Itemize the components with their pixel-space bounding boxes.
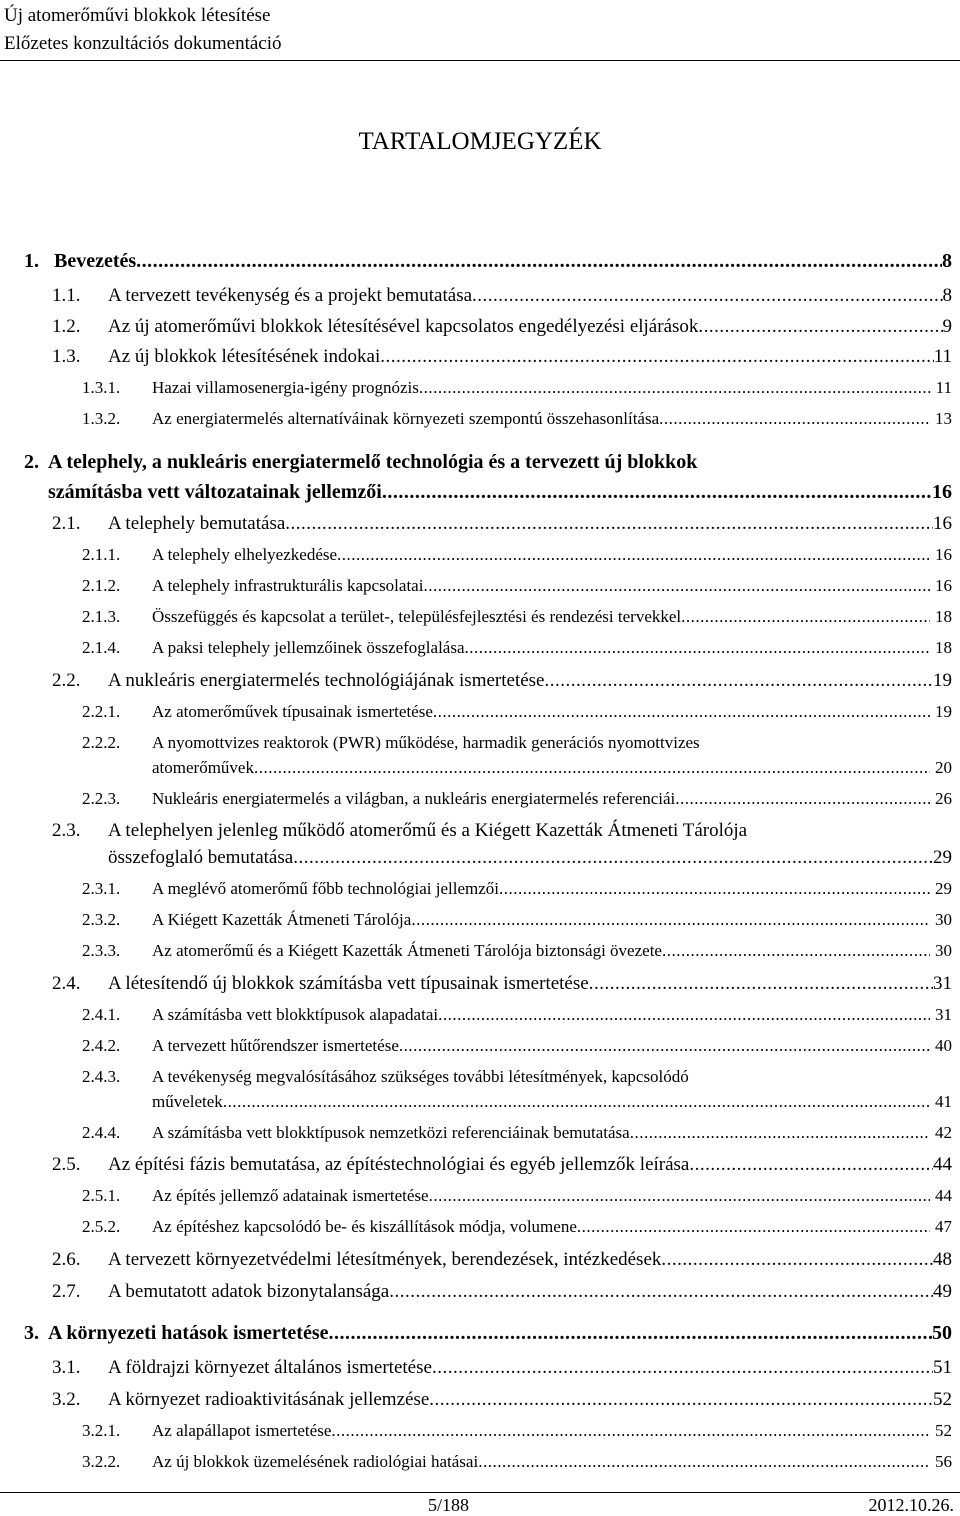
toc-entry-page: 40 [935, 1036, 952, 1055]
toc-entry-title: Az új blokkok üzemelésének radiológiai hatásai [152, 1452, 479, 1471]
toc-dot-leader [577, 1217, 930, 1237]
toc-dot-leader [589, 973, 933, 995]
toc-entry-number: 2.3.2. [82, 910, 121, 929]
toc-entry-title: A telephely bemutatása [108, 513, 286, 534]
toc-entry-page: 44 [935, 1186, 952, 1205]
toc-entry-number: 2.3. [52, 820, 81, 841]
toc-entry-title: A tevékenység megvalósításához szükséges további létesítmények, kapcsolódó [152, 1067, 689, 1086]
toc-dot-leader [382, 481, 932, 504]
toc-entry[interactable] [52, 1357, 952, 1379]
toc-entry-number: 2.5.2. [82, 1217, 121, 1236]
toc-title: TARTALOMJEGYZÉK [358, 128, 602, 155]
toc-entry-title: A meglévő atomerőmű főbb technológiai jellemzői [152, 879, 499, 898]
toc-entry-page: 42 [935, 1123, 952, 1142]
toc-dot-leader [423, 576, 930, 596]
toc-entry[interactable] [82, 1421, 952, 1441]
toc-dot-leader [478, 1452, 930, 1472]
toc-entry-number: 2.5. [52, 1154, 81, 1175]
toc-dot-leader [389, 1281, 933, 1303]
toc-entry-number: 2.4. [52, 973, 81, 994]
toc-entry-page: 51 [933, 1357, 952, 1378]
toc-entry-page: 30 [935, 910, 952, 929]
toc-entry-page: 18 [935, 638, 952, 657]
header-divider [0, 60, 960, 61]
toc-dot-leader [380, 346, 933, 368]
toc-entry-title-continued: összefoglaló bemutatása [108, 847, 294, 868]
toc-entry-number: 2.6. [52, 1249, 81, 1270]
toc-entry-title: Az építés jellemző adatainak ismertetése [152, 1186, 429, 1205]
toc-dot-leader [432, 1357, 933, 1379]
toc-entry[interactable] [82, 1123, 952, 1143]
toc-entry-page: 8 [942, 285, 952, 306]
toc-entry-page: 16 [933, 513, 952, 534]
toc-entry-page: 13 [935, 409, 952, 428]
toc-entry-page: 20 [935, 758, 952, 777]
toc-entry-title: A környezeti hatások ismertetése [48, 1322, 329, 1344]
toc-entry[interactable] [52, 973, 952, 995]
toc-entry-page: 19 [933, 670, 952, 691]
toc-entry-title: Bevezetés [54, 250, 137, 272]
toc-entry[interactable] [82, 378, 952, 398]
toc-entry-title: A földrajzi környezet általános ismertetése [108, 1357, 432, 1378]
toc-entry-title-continued: atomerőművek [152, 758, 254, 777]
toc-entry-title: Az alapállapot ismertetése [152, 1421, 332, 1440]
toc-entry-number: 1. [24, 250, 39, 272]
toc-entry-title: A telephelyen jelenleg működő atomerőmű és a Kiégett Kazetták Átmeneti Tárolója [108, 820, 748, 841]
toc-entry-title: A nukleáris energiatermelés technológiájának ismertetése [108, 670, 545, 691]
toc-dot-leader [630, 1123, 930, 1143]
toc-entry-line1[interactable] [24, 451, 697, 474]
toc-entry[interactable] [82, 638, 952, 658]
toc-entry[interactable] [82, 702, 952, 722]
toc-dot-leader [499, 879, 930, 899]
toc-entry-page: 19 [935, 702, 952, 721]
toc-entry-page: 11 [933, 346, 952, 367]
toc-entry-title: A nyomottvizes reaktorok (PWR) működése, harmadik generációs nyomottvizes [152, 733, 700, 752]
toc-entry-title: A számításba vett blokktípusok nemzetközi referenciáinak bemutatása [152, 1123, 630, 1142]
toc-entry[interactable] [82, 576, 952, 596]
toc-entry-number: 2.5.1. [82, 1186, 121, 1205]
toc-entry-title: A bemutatott adatok bizonytalansága [108, 1281, 390, 1302]
toc-entry[interactable] [152, 758, 952, 778]
toc-entry[interactable] [82, 545, 952, 565]
toc-entry-title: A számításba vett blokktípusok alapadatai [152, 1005, 439, 1024]
toc-entry-page: 29 [933, 847, 952, 868]
toc-entry-page: 52 [933, 1389, 952, 1410]
toc-dot-leader [472, 285, 942, 307]
toc-dot-leader [293, 847, 933, 869]
toc-entry[interactable] [24, 1322, 952, 1345]
toc-dot-leader [438, 1005, 930, 1025]
toc-entry-number: 2.4.1. [82, 1005, 121, 1024]
toc-entry[interactable] [82, 910, 952, 930]
toc-entry[interactable] [82, 941, 952, 961]
toc-entry-page: 49 [933, 1281, 952, 1302]
toc-entry-number: 2.4.4. [82, 1123, 121, 1142]
toc-entry-title: A Kiégett Kazetták Átmeneti Tárolója [152, 910, 412, 929]
toc-entry-title: A telephely infrastrukturális kapcsolatai [152, 576, 424, 595]
toc-entry-title: Az új atomerőművi blokkok létesítésével kapcsolatos engedélyezési eljárások [108, 316, 699, 337]
toc-entry-title: Az energiatermelés alternatíváinak környezeti szempontú összehasonlítása [152, 409, 660, 428]
toc-entry[interactable] [52, 285, 952, 307]
toc-entry-title-continued: műveletek [152, 1092, 223, 1111]
toc-dot-leader [675, 789, 930, 809]
toc-entry-page: 52 [935, 1421, 952, 1440]
toc-entry-page: 16 [935, 545, 952, 564]
toc-entry-page: 9 [942, 316, 952, 337]
toc-entry-page: 11 [935, 378, 952, 397]
toc-entry[interactable] [82, 1186, 952, 1206]
toc-entry[interactable] [82, 1005, 952, 1025]
toc-entry-number: 2.1. [52, 513, 81, 534]
toc-entry-title: A tervezett tevékenység és a projekt bemutatása [108, 285, 473, 306]
toc-entry[interactable] [52, 1249, 952, 1271]
toc-entry-number: 2.2.1. [82, 702, 121, 721]
toc-dot-leader [329, 1322, 933, 1345]
toc-entry-title: A paksi telephely jellemzőinek összefoglalása [152, 638, 465, 657]
toc-entry-title: Az új blokkok létesítésének indokai [108, 346, 381, 367]
toc-entry-number: 2.1.3. [82, 607, 121, 626]
toc-entry-number: 2. [24, 451, 39, 473]
toc-entry-page: 31 [935, 1005, 952, 1024]
toc-dot-leader [285, 513, 933, 535]
toc-entry-number: 1.1. [52, 285, 81, 306]
toc-entry[interactable] [52, 513, 952, 535]
toc-dot-leader [419, 378, 931, 398]
toc-dot-leader [136, 250, 942, 273]
toc-entry-line1[interactable] [82, 1067, 689, 1087]
toc-entry[interactable] [82, 789, 952, 809]
toc-entry-number: 1.3.2. [82, 409, 121, 428]
toc-entry-number: 3.2.2. [82, 1452, 121, 1471]
toc-entry-number: 1.3. [52, 346, 81, 367]
toc-entry-line1[interactable] [52, 820, 747, 842]
toc-dot-leader [433, 702, 930, 722]
toc-entry-number: 3.2.1. [82, 1421, 121, 1440]
toc-entry-title: A tervezett hűtőrendszer ismertetése [152, 1036, 399, 1055]
toc-dot-leader [661, 1249, 933, 1271]
toc-entry-number: 2.1.4. [82, 638, 121, 657]
toc-entry-number: 2.3.3. [82, 941, 121, 960]
toc-entry-number: 2.3.1. [82, 879, 121, 898]
toc-entry-title: A tervezett környezetvédelmi létesítmények, berendezések, intézkedések [108, 1249, 662, 1270]
toc-dot-leader [662, 941, 930, 961]
toc-entry[interactable] [24, 250, 952, 273]
toc-entry-number: 2.2.3. [82, 789, 121, 808]
toc-entry-title: Az atomerőmű és a Kiégett Kazetták Átmeneti Tárolója biztonsági övezete [152, 941, 662, 960]
toc-entry-page: 26 [935, 789, 952, 808]
toc-entry[interactable] [82, 607, 952, 627]
header-title: Új atomerőművi blokkok létesítése [4, 5, 271, 26]
toc-entry[interactable] [52, 1389, 952, 1411]
toc-entry-page: 50 [932, 1322, 952, 1344]
footer-date: 2012.10.26. [868, 1495, 954, 1515]
toc-entry[interactable] [82, 1452, 952, 1472]
toc-entry-page: 48 [933, 1249, 952, 1270]
toc-dot-leader [544, 670, 933, 692]
toc-entry-title: Nukleáris energiatermelés a világban, a nukleáris energiatermelés referenciái [152, 789, 676, 808]
toc-dot-leader [681, 607, 930, 627]
toc-entry-page: 8 [942, 250, 952, 272]
toc-entry[interactable] [52, 346, 952, 368]
toc-entry[interactable] [82, 879, 952, 899]
toc-entry[interactable] [48, 481, 952, 504]
toc-entry-title-continued: számításba vett változatainak jellemzői [48, 481, 382, 503]
toc-entry[interactable] [52, 316, 952, 338]
toc-entry[interactable] [108, 847, 952, 869]
toc-entry-page: 44 [933, 1154, 952, 1175]
toc-entry-title: A telephely, a nukleáris energiatermelő technológia és a tervezett új blokkok [48, 451, 698, 473]
toc-dot-leader [411, 910, 930, 930]
toc-dot-leader [659, 409, 930, 429]
toc-entry-number: 3.2. [52, 1389, 81, 1410]
toc-entry-page: 31 [933, 973, 952, 994]
toc-entry[interactable] [52, 1154, 952, 1176]
toc-entry-title: Az építési fázis bemutatása, az építéstechnológiai és egyéb jellemzők leírása [108, 1154, 690, 1175]
toc-entry-page: 41 [935, 1092, 952, 1111]
toc-entry-page: 16 [935, 576, 952, 595]
toc-entry-title: Az építéshez kapcsolódó be- és kiszállítások módja, volumene [152, 1217, 577, 1236]
toc-entry-number: 2.4.3. [82, 1067, 121, 1086]
toc-dot-leader [254, 758, 930, 778]
toc-entry-line1[interactable] [82, 733, 700, 753]
toc-entry[interactable] [52, 670, 952, 692]
toc-entry-number: 2.7. [52, 1281, 81, 1302]
toc-entry-number: 2.1.1. [82, 545, 121, 564]
toc-dot-leader [331, 1421, 930, 1441]
toc-entry-number: 2.2.2. [82, 733, 121, 752]
toc-entry-page: 30 [935, 941, 952, 960]
toc-entry-title: A létesítendő új blokkok számításba vett típusainak ismertetése [108, 973, 589, 994]
toc-entry-number: 2.2. [52, 670, 81, 691]
toc-dot-leader [689, 1154, 933, 1176]
toc-dot-leader [698, 316, 942, 338]
footer-divider [0, 1492, 960, 1493]
toc-entry-number: 1.3.1. [82, 378, 121, 397]
toc-entry-number: 2.1.2. [82, 576, 121, 595]
toc-entry-page: 47 [935, 1217, 952, 1236]
toc-entry-number: 3.1. [52, 1357, 81, 1378]
toc-entry-title: A környezet radioaktivitásának jellemzése [108, 1389, 430, 1410]
toc-entry[interactable] [82, 409, 952, 429]
header-subtitle: Előzetes konzultációs dokumentáció [4, 33, 282, 54]
toc-entry[interactable] [82, 1217, 952, 1237]
toc-entry[interactable] [152, 1092, 952, 1112]
document-header [4, 2, 282, 58]
toc-entry-title: A telephely elhelyezkedése [152, 545, 338, 564]
toc-entry-page: 16 [932, 481, 952, 503]
toc-entry[interactable] [52, 1281, 952, 1303]
toc-entry-title: Hazai villamosenergia-igény prognózis [152, 378, 419, 397]
toc-entry-page: 56 [935, 1452, 952, 1471]
toc-entry-page: 29 [935, 879, 952, 898]
toc-entry-number: 1.2. [52, 316, 81, 337]
toc-entry-title: Az atomerőművek típusainak ismertetése [152, 702, 433, 721]
toc-dot-leader [337, 545, 930, 565]
toc-entry-page: 18 [935, 607, 952, 626]
toc-dot-leader [399, 1036, 930, 1056]
toc-dot-leader [223, 1092, 930, 1112]
toc-entry[interactable] [82, 1036, 952, 1056]
toc-entry-title: Összefüggés és kapcsolat a terület-, településfejlesztési és rendezési tervekkel [152, 607, 682, 626]
toc-entry-number: 3. [24, 1322, 39, 1344]
toc-dot-leader [429, 1389, 933, 1411]
footer-page-number: 5/188 [428, 1495, 470, 1515]
toc-entry-number: 2.4.2. [82, 1036, 121, 1055]
toc-dot-leader [465, 638, 930, 658]
toc-dot-leader [429, 1186, 930, 1206]
